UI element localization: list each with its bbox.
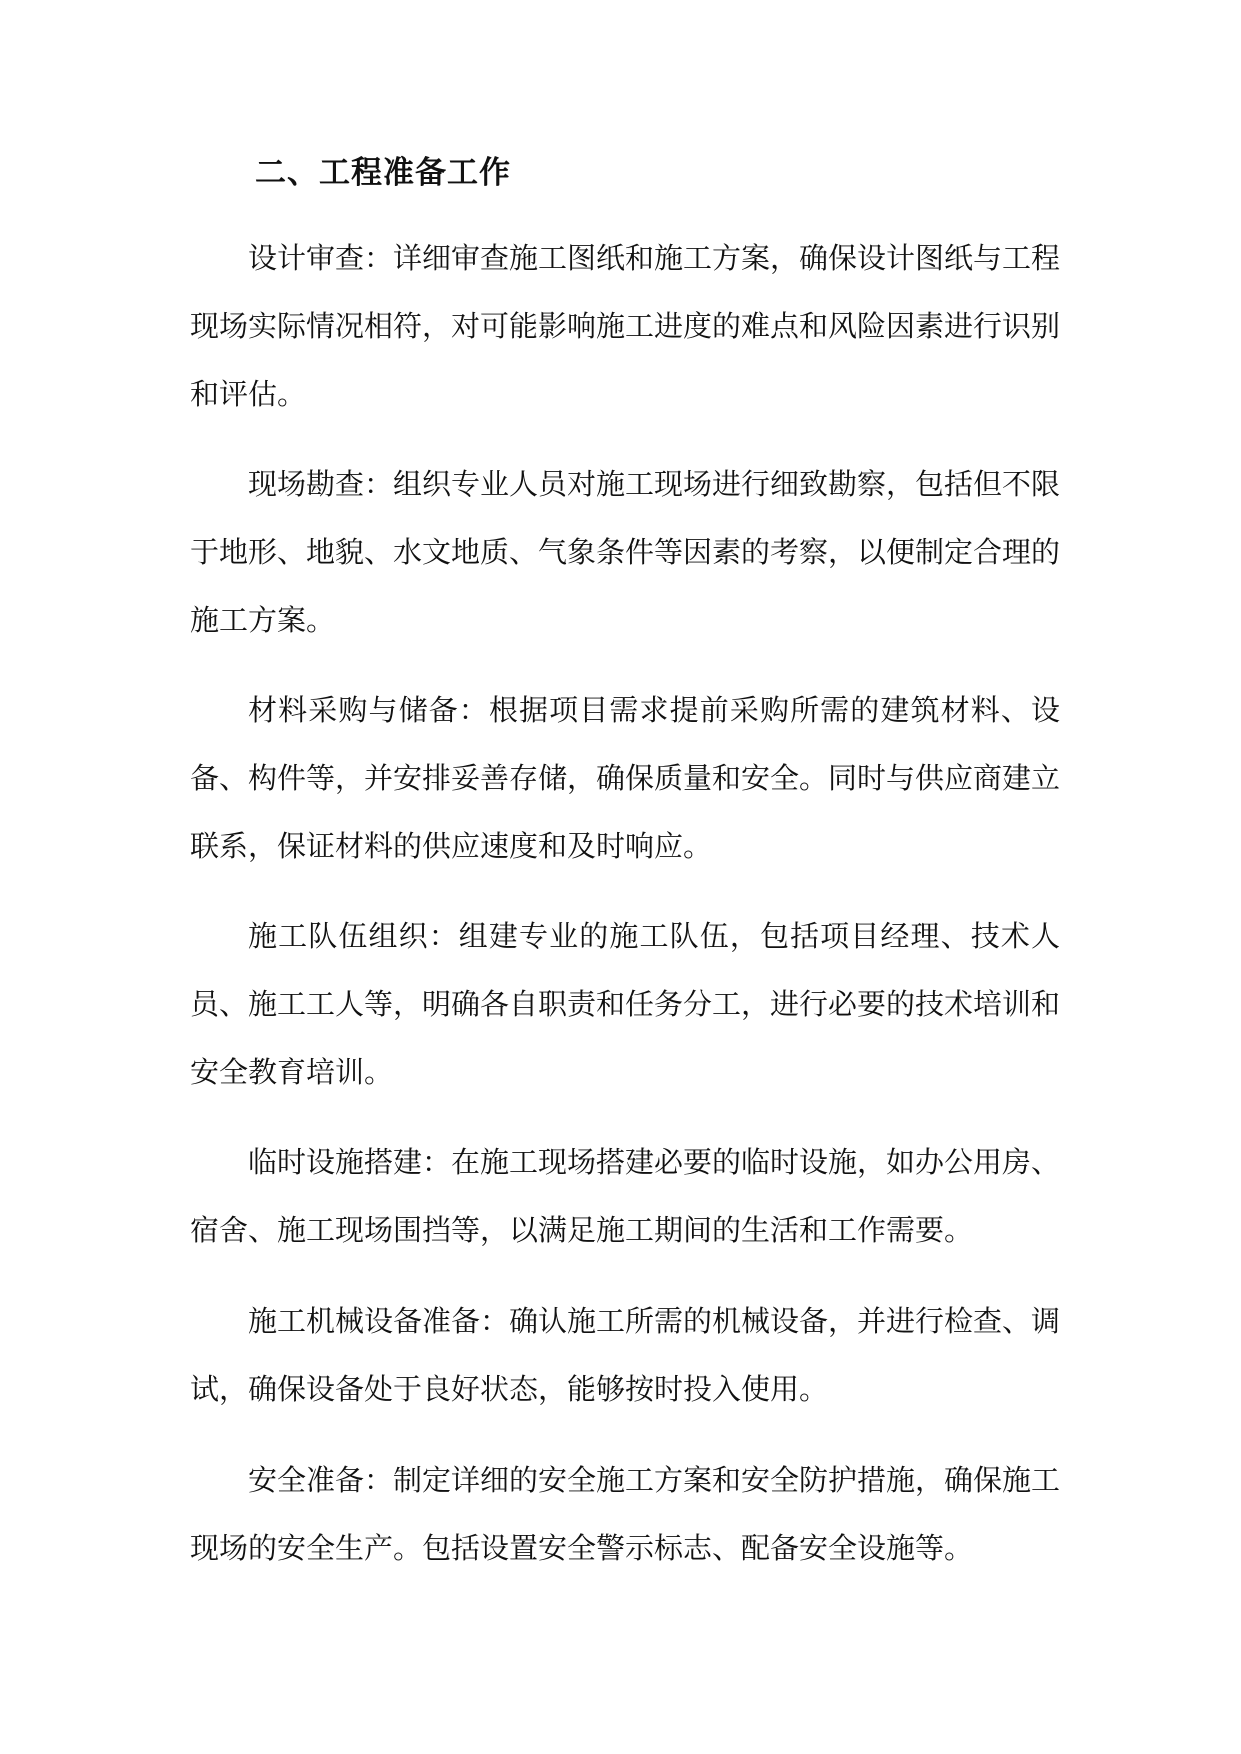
paragraph-temporary-facilities: 临时设施搭建：在施工现场搭建必要的临时设施，如办公用房、宿舍、施工现场围挡等，以满足施工期间的生活和工作需要。 <box>190 1145 1061 1247</box>
paragraph-team-organization: 施工队伍组织：组建专业的施工队伍，包括项目经理、技术人员、施工工人等，明确各自职责和任务分工，进行必要的技术培训和安全教育培训。 <box>190 919 1061 1089</box>
paragraph-site-survey: 现场勘查：组织专业人员对施工现场进行细致勘察，包括但不限于地形、地貌、水文地质、气象条件等因素的考察，以便制定合理的施工方案。 <box>190 467 1061 637</box>
paragraph-machinery-preparation: 施工机械设备准备：确认施工所需的机械设备，并进行检查、调试，确保设备处于良好状态，能够按时投入使用。 <box>190 1304 1061 1406</box>
paragraph-design-review: 设计审查：详细审查施工图纸和施工方案，确保设计图纸与工程现场实际情况相符，对可能影响施工进度的难点和风险因素进行识别和评估。 <box>190 241 1061 411</box>
paragraph-safety-preparation: 安全准备：制定详细的安全施工方案和安全防护措施，确保施工现场的安全生产。包括设置安全警示标志、配备安全设施等。 <box>190 1463 1061 1565</box>
section-heading: 二、工程准备工作 <box>255 155 511 191</box>
paragraph-material-procurement: 材料采购与储备：根据项目需求提前采购所需的建筑材料、设备、构件等，并安排妥善存储，确保质量和安全。同时与供应商建立联系，保证材料的供应速度和及时响应。 <box>190 693 1061 863</box>
